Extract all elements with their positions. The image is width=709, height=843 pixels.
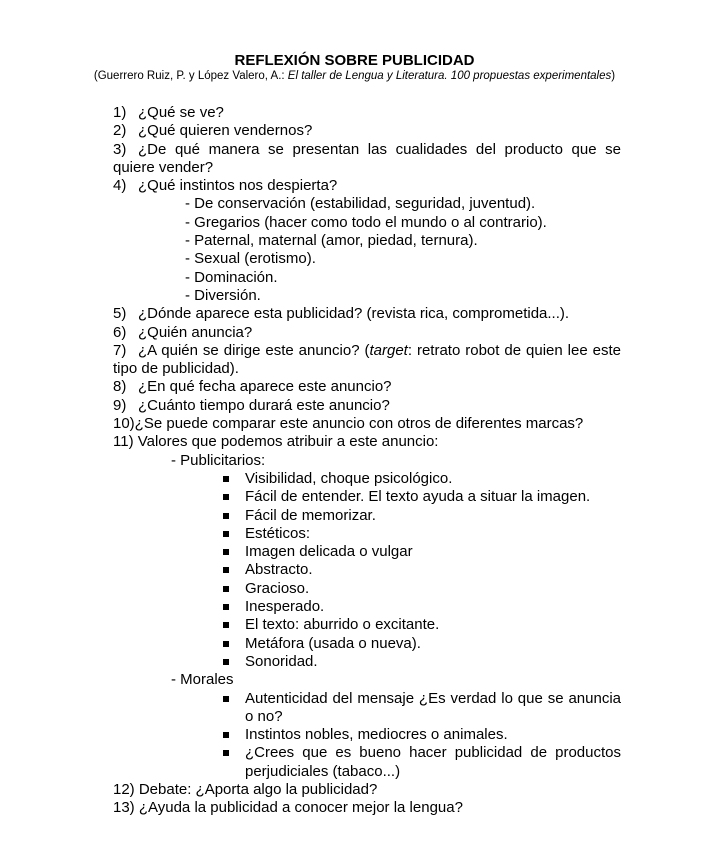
bullet-square-icon xyxy=(223,641,229,647)
list-item: Abstracto. xyxy=(113,561,621,579)
document-title: REFLEXIÓN SOBRE PUBLICIDAD xyxy=(234,52,475,69)
list-item: ¿Crees que es bueno hacer publicidad de productos perjudiciales (tabaco...) xyxy=(113,744,621,781)
bullet-square-icon xyxy=(223,549,229,555)
bullet-square-icon xyxy=(223,513,229,519)
list-item: Instintos nobles, mediocres o animales. xyxy=(113,726,621,744)
bullet-square-icon xyxy=(223,604,229,610)
list-item: Sonoridad. xyxy=(113,653,621,671)
citation-book-title: El taller de Lengua y Literatura. 100 propuestas experimentales xyxy=(287,70,612,82)
list-item: Visibilidad, choque psicológico. xyxy=(113,470,621,488)
bullet-square-icon xyxy=(223,531,229,537)
question-4: 4) ¿Qué instintos nos despierta? xyxy=(113,177,338,195)
question-13: 13) ¿Ayuda la publicidad a conocer mejor la lengua? xyxy=(113,799,463,817)
question-10: 10)¿Se puede comparar este anuncio con otros de diferentes marcas? xyxy=(113,415,584,433)
list-item: El texto: aburrido o excitante. xyxy=(113,616,621,634)
target-term: target xyxy=(369,341,408,359)
question-3: 3) ¿De qué manera se presentan las cualidades del producto que se quiere vender? xyxy=(113,140,621,176)
list-item: Estéticos: xyxy=(113,525,621,543)
citation-suffix: ) xyxy=(611,70,616,82)
citation xyxy=(0,70,709,82)
list-item: Autenticidad del mensaje ¿Es verdad lo que se anuncia o no? xyxy=(113,690,621,727)
question-7: 7) ¿A quién se dirige este anuncio? (target: retrato robot de quien lee este tipo de publicidad). xyxy=(113,341,621,378)
bullet-square-icon xyxy=(223,659,229,665)
instinct-item: - Paternal, maternal (amor, piedad, ternura). xyxy=(185,232,478,250)
bullet-square-icon xyxy=(223,494,229,500)
bullet-square-icon xyxy=(223,622,229,628)
question-list xyxy=(113,104,621,818)
list-item: Fácil de memorizar. xyxy=(113,507,621,525)
bullet-square-icon xyxy=(223,732,229,738)
question-5: 5) ¿Dónde aparece esta publicidad? (revista rica, comprometida...). xyxy=(113,305,570,323)
question-6: 6) ¿Quién anuncia? xyxy=(113,323,253,341)
instinct-item: - De conservación (estabilidad, seguridad, juventud). xyxy=(185,195,536,213)
list-item: Imagen delicada o vulgar xyxy=(113,543,621,561)
list-item: Gracioso. xyxy=(113,580,621,598)
bullet-square-icon xyxy=(223,696,229,702)
bullet-square-icon xyxy=(223,476,229,482)
list-item: Metáfora (usada o nueva). xyxy=(113,635,621,653)
bullet-square-icon xyxy=(223,750,229,756)
question-1: 1) ¿Qué se ve? xyxy=(113,104,224,121)
question-2: 2) ¿Qué quieren vendernos? xyxy=(113,122,313,140)
list-item: Fácil de entender. El texto ayuda a situar la imagen. xyxy=(113,488,621,506)
instinct-item: - Dominación. xyxy=(185,268,278,286)
question-11: 11) Valores que podemos atribuir a este anuncio: xyxy=(113,433,439,451)
question-9: 9) ¿Cuánto tiempo durará este anuncio? xyxy=(113,396,390,414)
instinct-item: - Gregarios (hacer como todo el mundo o al contrario). xyxy=(185,213,547,231)
question-8: 8) ¿En qué fecha aparece este anuncio? xyxy=(113,378,392,396)
citation-prefix: (Guerrero Ruiz, P. y López Valero, A.: xyxy=(93,70,288,82)
instinct-item: - Diversión. xyxy=(185,286,261,304)
group-label-publicitarios: - Publicitarios: xyxy=(171,451,266,469)
question-12: 12) Debate: ¿Aporta algo la publicidad? xyxy=(113,780,378,798)
instinct-item: - Sexual (erotismo). xyxy=(185,250,316,268)
bullet-square-icon xyxy=(223,567,229,573)
list-item: Inesperado. xyxy=(113,598,621,616)
group-label-morales: - Morales xyxy=(171,671,234,689)
bullet-square-icon xyxy=(223,586,229,592)
